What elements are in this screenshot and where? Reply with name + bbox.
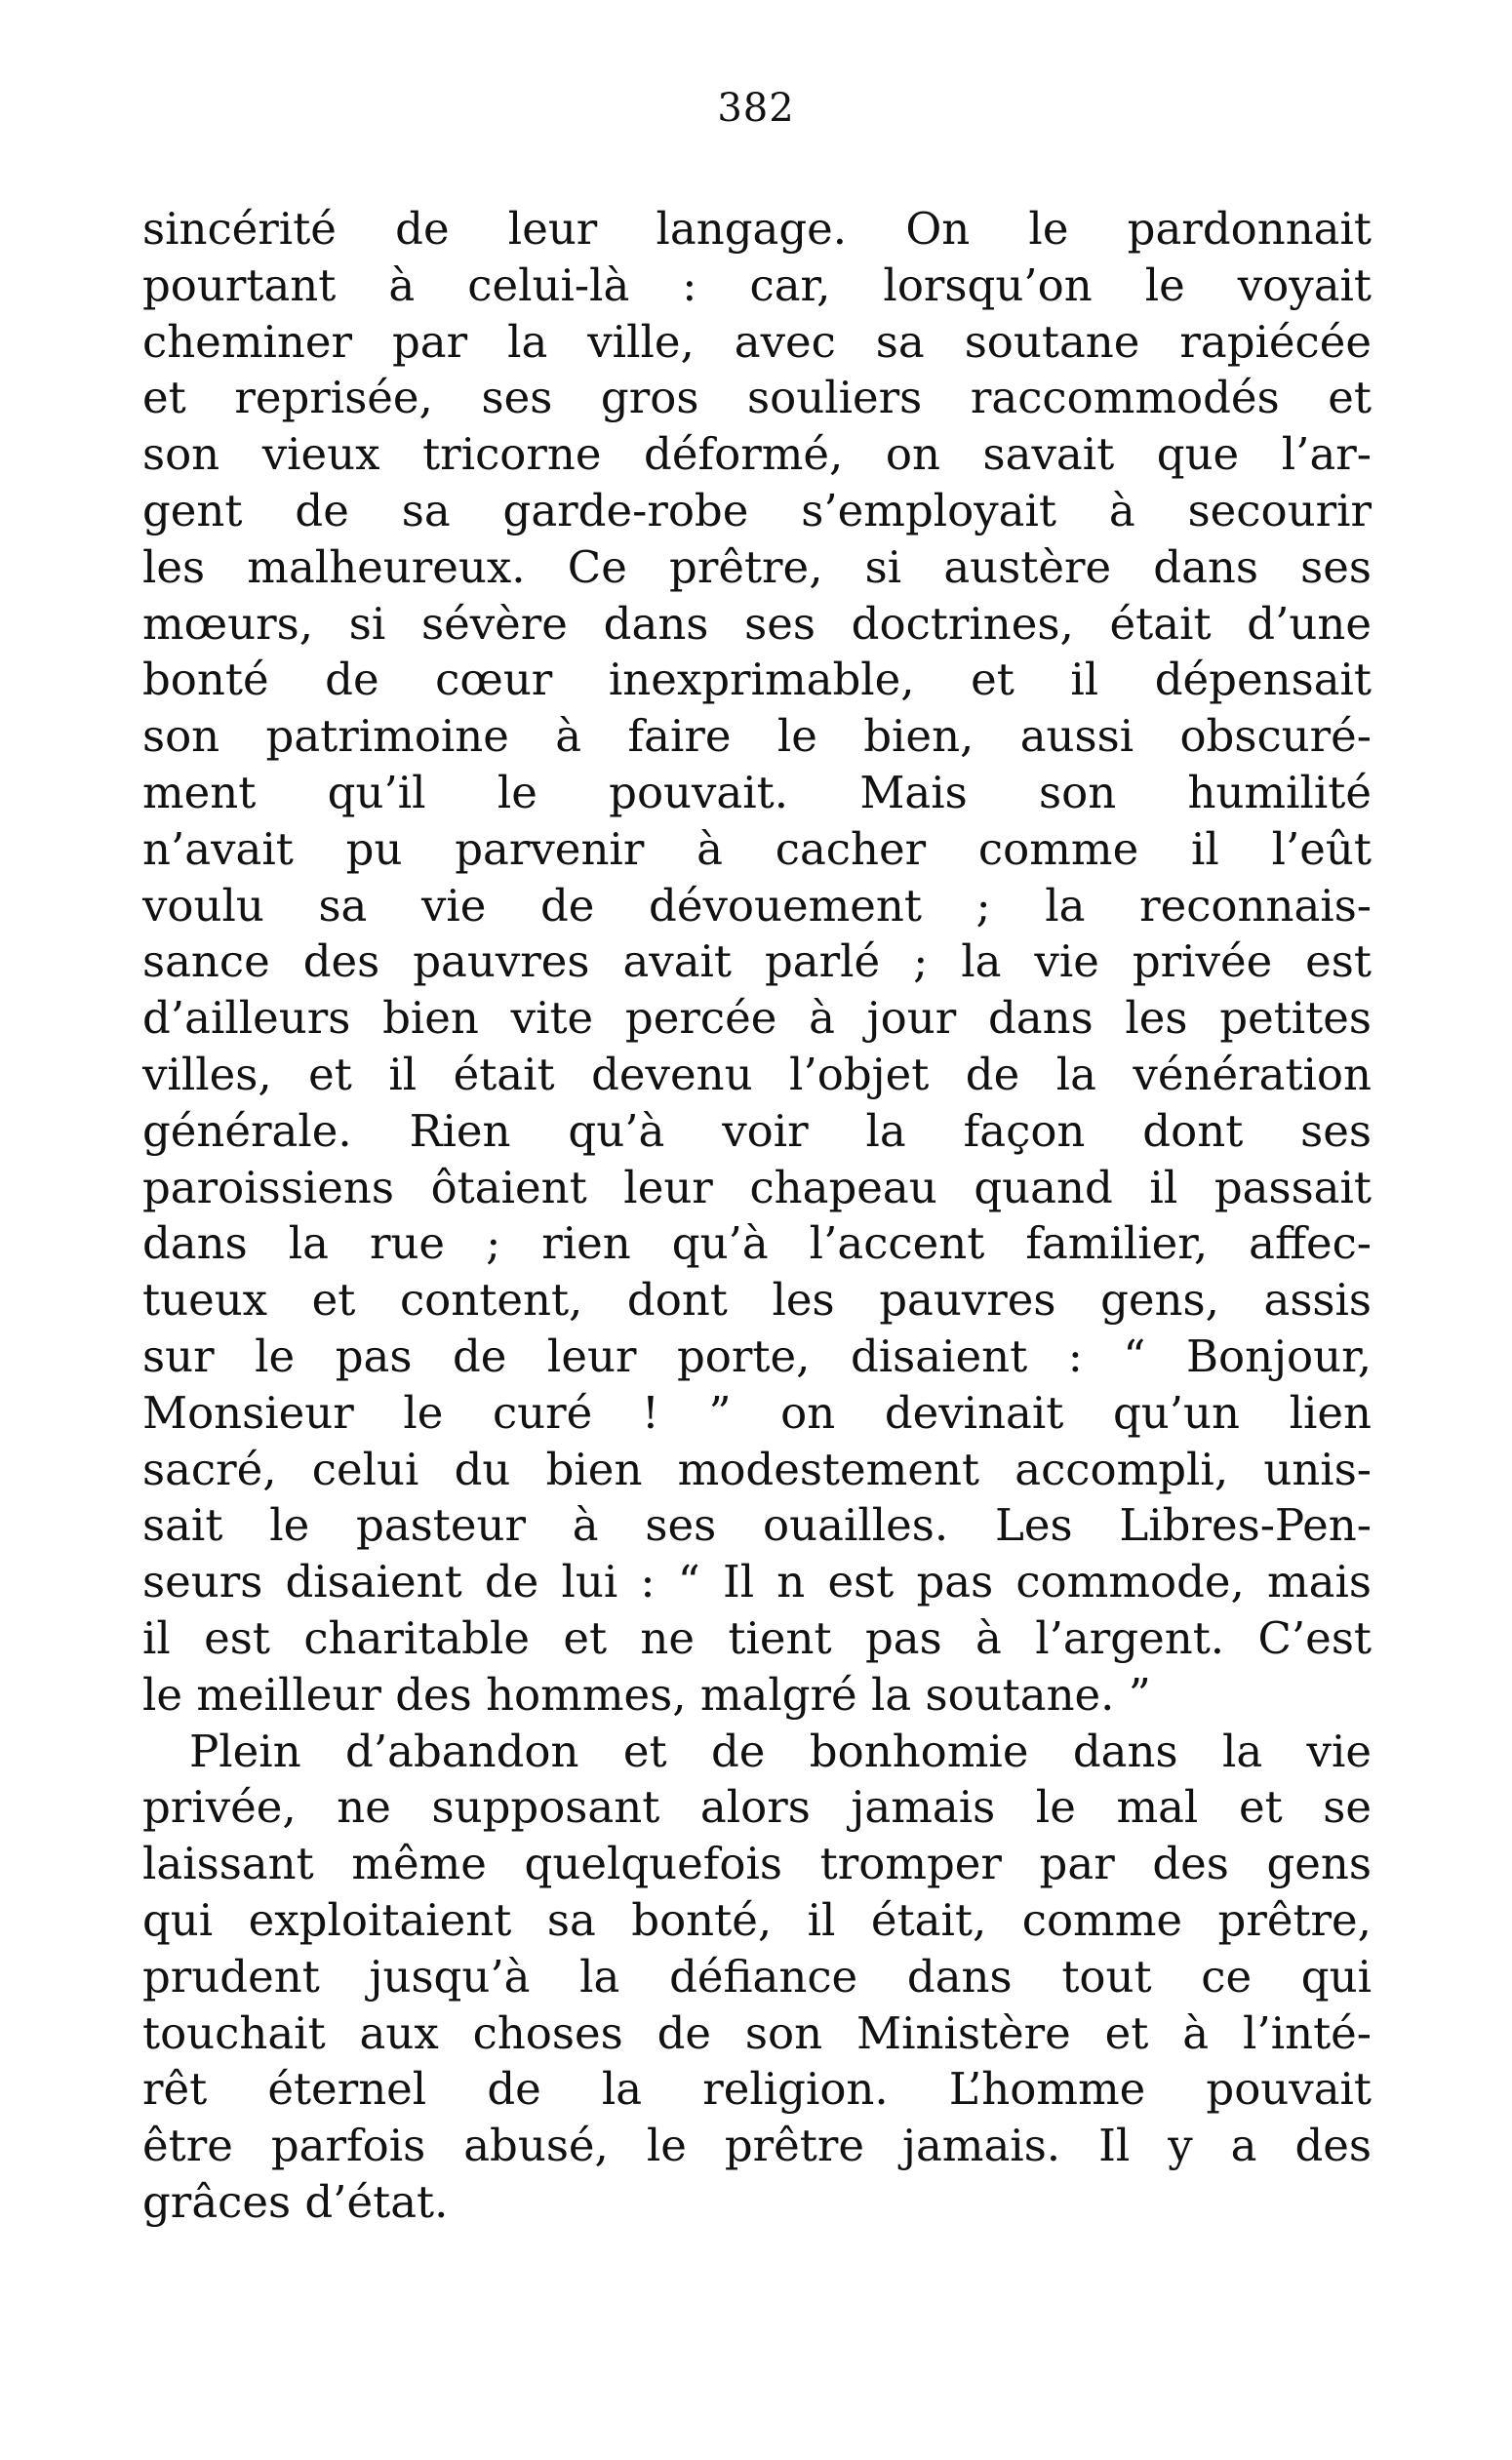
text-line: mœurs, si sévère dans ses doctrines, était d’une: [142, 597, 1372, 650]
text-line: et reprisée, ses gros souliers raccommodés et: [142, 372, 1372, 424]
text-line: pourtant à celui-là : car, lorsqu’on le voyait: [142, 258, 1372, 311]
text-line: d’ailleurs bien vite percée à jour dans les petites: [142, 992, 1372, 1045]
text-line: ment qu’il le pouvait. Mais son humilité: [142, 766, 1372, 818]
text-line: les malheureux. Ce prêtre, si austère dans ses: [142, 540, 1372, 593]
text-line: privée, ne supposant alors jamais le mal et se: [142, 1781, 1372, 1834]
text-line: le meilleur des hommes, malgré la soutane. ”: [142, 1668, 1151, 1721]
text-line: laissant même quelquefois tromper par des gens: [142, 1838, 1372, 1890]
text-line: bonté de cœur inexprimable, et il dépensait: [142, 654, 1372, 706]
text-line: prudent jusqu’à la défiance dans tout ce qui: [142, 1950, 1372, 2003]
text-line: tueux et content, dont les pauvres gens, assis: [142, 1274, 1372, 1327]
text-line: sur le pas de leur porte, disaient : “ Bonjour,: [142, 1329, 1372, 1382]
text-line: Plein d’abandon et de bonhomie dans la vie: [189, 1725, 1372, 1777]
text-line: paroissiens ôtaient leur chapeau quand il passait: [142, 1161, 1372, 1213]
text-line: son patrimoine à faire le bien, aussi obscuré-: [142, 710, 1372, 763]
text-line: villes, et il était devenu l’objet de la vénération: [142, 1048, 1372, 1100]
text-line: il est charitable et ne tient pas à l’argent. C’est: [142, 1611, 1372, 1664]
text-line: qui exploitaient sa bonté, il était, comme prêtre,: [142, 1893, 1372, 1946]
text-line: seurs disaient de lui : “ Il n est pas commode, mais: [142, 1556, 1372, 1608]
page-number: 382: [717, 86, 795, 131]
text-line: sacré, celui du bien modestement accompli, unis-: [142, 1443, 1372, 1495]
body-text: [142, 201, 1372, 2231]
text-line: touchait aux choses de son Ministère et à l’inté-: [142, 2006, 1372, 2059]
text-line: être parfois abusé, le prêtre jamais. Il y a des: [142, 2120, 1372, 2172]
text-line: sance des pauvres avait parlé ; la vie privée est: [142, 935, 1372, 988]
text-line: sait le pasteur à ses ouailles. Les Libres-Pen-: [142, 1499, 1372, 1552]
text-line: son vieux tricorne déformé, on savait que l’ar-: [142, 428, 1372, 481]
text-line: sincérité de leur langage. On le pardonnait: [142, 203, 1372, 255]
text-line: n’avait pu parvenir à cacher comme il l’eût: [142, 822, 1372, 875]
text-line: grâces d’état.: [142, 2175, 449, 2228]
text-line: Monsieur le curé ! ” on devinait qu’un lien: [142, 1386, 1372, 1439]
text-line: dans la rue ; rien qu’à l’accent familier, affec-: [142, 1217, 1372, 1270]
text-line: générale. Rien qu’à voir la façon dont ses: [142, 1104, 1372, 1157]
text-line: voulu sa vie de dévouement ; la reconnais-: [142, 879, 1372, 932]
text-line: gent de sa garde-robe s’employait à secourir: [142, 484, 1372, 536]
text-line: cheminer par la ville, avec sa soutane rapiécée: [142, 315, 1372, 368]
text-line: rêt éternel de la religion. L’homme pouvait: [142, 2063, 1372, 2116]
